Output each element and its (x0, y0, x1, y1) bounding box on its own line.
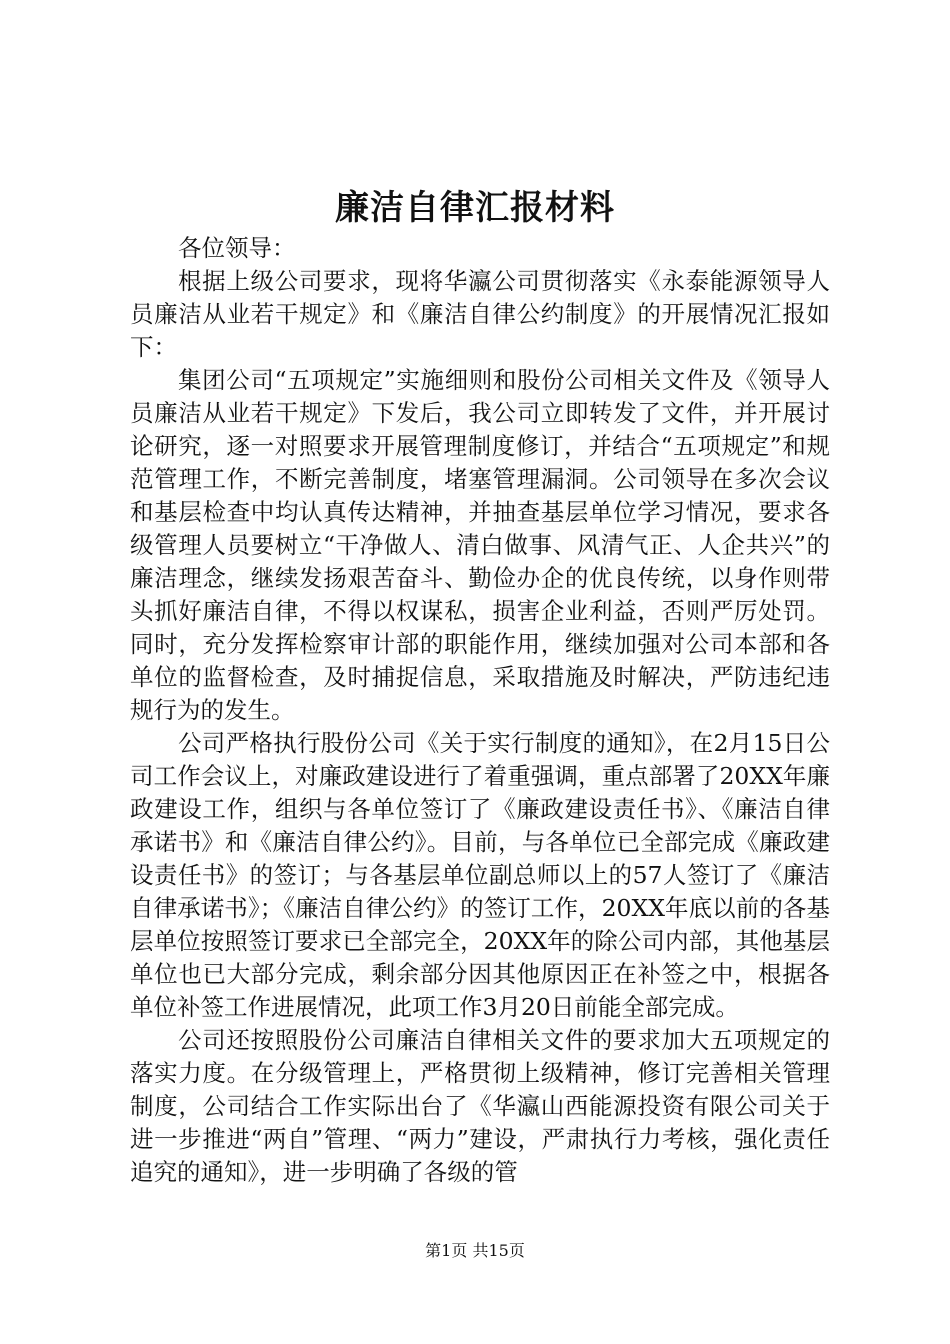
paragraph-intro: 根据上级公司要求，现将华瀛公司贯彻落实《永泰能源领导人员廉洁从业若干规定》和《廉洁自律公约制度》的开展情况汇报如下： (130, 267, 830, 361)
paragraph-signing: 公司严格执行股份公司《关于实行制度的通知》，在2月15日公司工作会议上，对廉政建设进行了着重强调，重点部署了20XX年廉政建设工作，组织与各单位签订了《廉政建设责任书》、《廉洁自律承诺书》和《廉洁自律公约》。目前，与各单位已全部完成《廉政建设责任书》的签订；与各基层单位副总师以上的57人签订了《廉洁自律承诺书》；《廉洁自律公约》的签订工作，20XX年底以前的各基层单位按照签订要求已全部完全，20XX年的除公司内部，其他基层单位也已大部分完成，剩余部分因其他原因正在补签之中，根据各单位补签工作进展情况，此项工作3月20日前能全部完成。 (130, 729, 830, 1021)
document-body (130, 232, 830, 1189)
page-number: 第1页 (425, 1241, 468, 1260)
document-title: 廉洁自律汇报材料 (335, 188, 615, 228)
paragraph-implementation: 公司还按照股份公司廉洁自律相关文件的要求加大五项规定的落实力度。在分级管理上，严格贯彻上级精神，修订完善相关管理制度，公司结合工作实际出台了《华瀛山西能源投资有限公司关于进一步推进“两自”管理、“两力”建设，严肃执行力考核，强化责任追究的通知》，进一步明确了各级的管 (130, 1026, 830, 1186)
page-total: 共15页 (472, 1241, 525, 1260)
page-footer (0, 1240, 950, 1262)
salutation: 各位领导： (178, 234, 296, 262)
paragraph-regulations: 集团公司“五项规定”实施细则和股份公司相关文件及《领导人员廉洁从业若干规定》下发后，我公司立即转发了文件，并开展讨论研究，逐一对照要求开展管理制度修订，并结合“五项规定”和规范管理工作，不断完善制度，堵塞管理漏洞。公司领导在多次会议和基层检查中均认真传达精神，并抽查基层单位学习情况，要求各级管理人员要树立“干净做人、清白做事、风清气正、人企共兴”的廉洁理念，继续发扬艰苦奋斗、勤俭办企的优良传统，以身作则带头抓好廉洁自律，不得以权谋私，损害企业利益，否则严厉处罚。同时，充分发挥检察审计部的职能作用，继续加强对公司本部和各单位的监督检查，及时捕捉信息，采取措施及时解决，严防违纪违规行为的发生。 (130, 366, 830, 724)
